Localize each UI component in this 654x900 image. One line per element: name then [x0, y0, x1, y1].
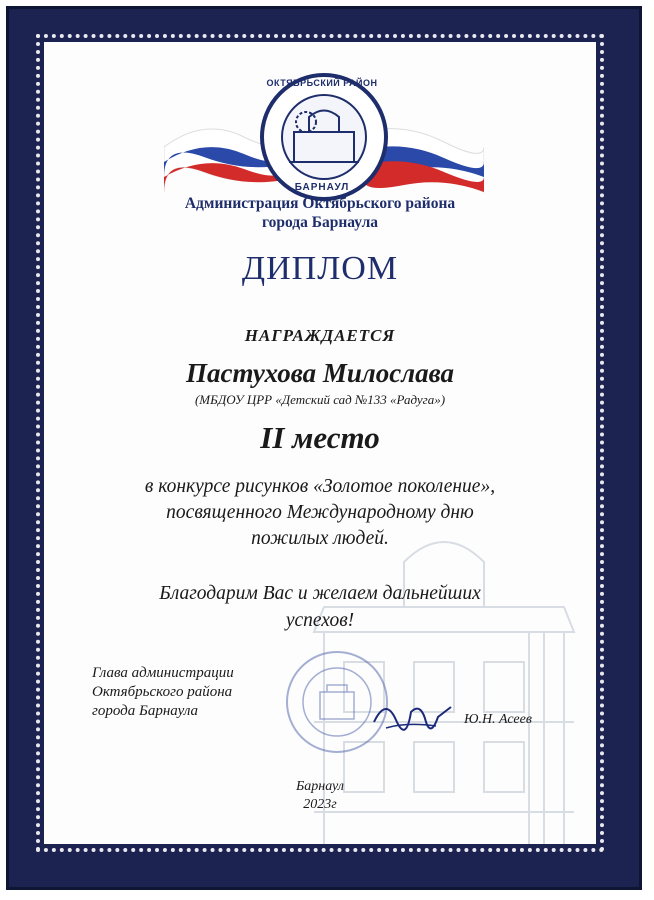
- emblem-top-text: ОКТЯБРЬСКИЙ РАЙОН: [266, 78, 378, 88]
- year: 2023г: [303, 797, 337, 812]
- signatory-position: [92, 664, 234, 721]
- diploma-title: ДИПЛОМ: [241, 250, 399, 287]
- contest-line-2: посвященного Международному дню: [166, 502, 474, 523]
- recipient-name: Пастухова Милослава: [186, 358, 454, 388]
- recipient-organization: (МБДОУ ЦРР «Детский сад №133 «Радуга»): [194, 392, 446, 407]
- issuer-header: [44, 194, 596, 232]
- contest-description: [44, 474, 596, 552]
- position-line-3: города Барнаула: [92, 703, 199, 719]
- issuer-line-1: Администрация Октябрьского района: [184, 195, 456, 212]
- thanks-message: [44, 580, 596, 634]
- place-and-date: [44, 778, 596, 814]
- thanks-line-2: успехов!: [285, 610, 355, 631]
- award-place: II место: [260, 420, 380, 455]
- thanks-line-1: Благодарим Вас и желаем дальнейших: [159, 583, 481, 604]
- contest-line-1: в конкурсе рисунков «Золотое поколение»,: [144, 476, 496, 497]
- issuer-line-2: города Барнаула: [261, 214, 379, 231]
- contest-line-3: пожилых людей.: [251, 528, 389, 549]
- signature-icon: [366, 692, 456, 742]
- city: Барнаул: [296, 779, 344, 794]
- signatory-name: Ю.Н. Асеев: [464, 712, 532, 727]
- position-line-2: Октябрьского района: [92, 684, 233, 700]
- position-line-1: Глава администрации: [92, 665, 234, 681]
- awarded-label: НАГРАЖДАЕТСЯ: [244, 326, 396, 345]
- emblem-bottom-text: БАРНАУЛ: [294, 182, 350, 193]
- diploma-paper: [44, 42, 596, 844]
